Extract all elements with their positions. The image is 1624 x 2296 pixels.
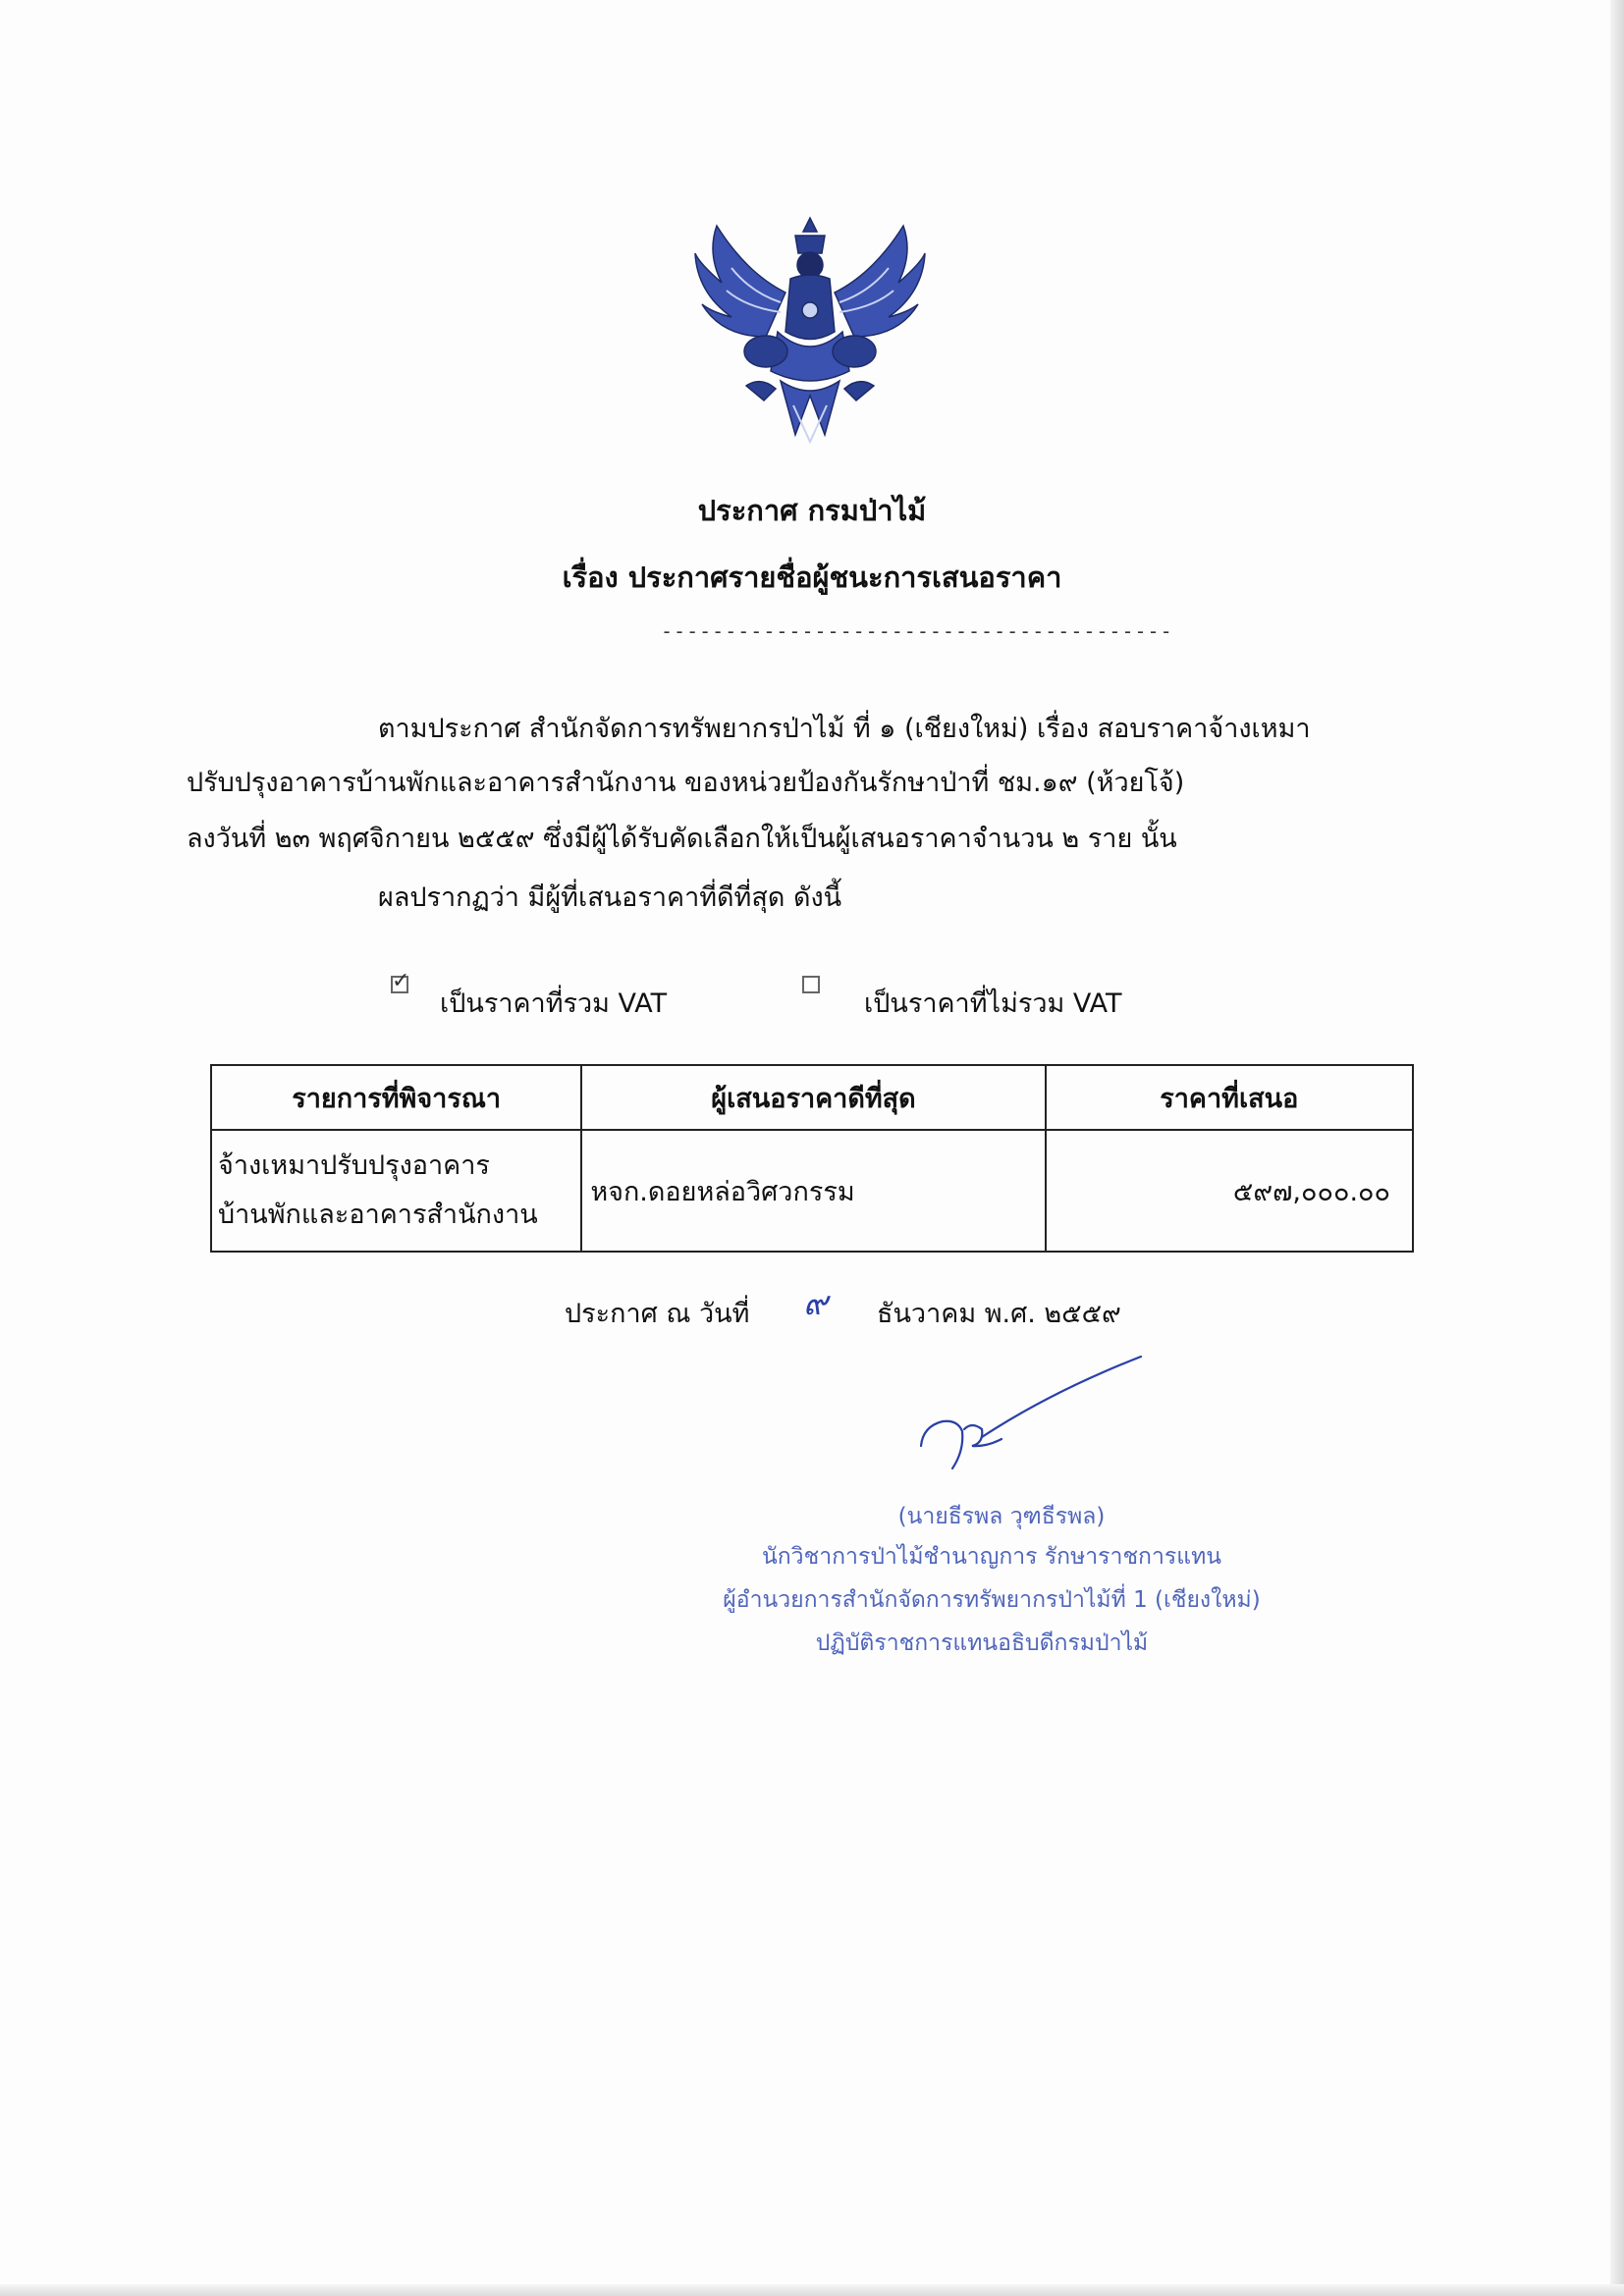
header-item: รายการที่พิจารณา (211, 1065, 581, 1130)
dateline-suffix: ธันวาคม พ.ศ. ๒๕๕๙ (877, 1299, 1121, 1329)
item-line-2: บ้านพักและอาคารสำนักงาน (218, 1200, 538, 1230)
item-line-1: จ้างเหมาปรับปรุงอาคาร (218, 1150, 490, 1181)
dateline-day-handwritten: ๙ (803, 1284, 828, 1323)
price-cell: ๕๙๗,๐๐๐.๐๐ (1046, 1130, 1413, 1252)
header-bidder: ผู้เสนอราคาดีที่สุด (581, 1065, 1045, 1130)
title-divider: ---------------------------------------- (661, 619, 1173, 643)
signer-position-1: นักวิชาการป่าไม้ชำนาญการ รักษาราชการแทน (762, 1544, 1221, 1570)
scan-bottom-shadow (0, 2284, 1624, 2296)
announcement-subject: เรื่อง ประกาศรายชื่อผู้ชนะการเสนอราคา (562, 561, 1062, 594)
scan-edge-shadow (1610, 0, 1624, 2296)
table-row (211, 1130, 1413, 1252)
include-vat-checkbox[interactable] (391, 969, 410, 993)
bidder-cell: หจก.ดอยหล่อวิศวกรรม (581, 1130, 1045, 1252)
item-cell (211, 1130, 581, 1252)
include-vat-label: เป็นราคาที่รวม VAT (440, 988, 668, 1019)
announcement-title: ประกาศ กรมป่าไม้ (697, 494, 927, 527)
body-line-4: ผลปรากฏว่า มีผู้ที่เสนอราคาที่ดีที่สุด ดังนี้ (378, 882, 842, 913)
table-header-row (211, 1065, 1413, 1130)
body-line-1: ตามประกาศ สำนักจัดการทรัพยากรป่าไม้ ที่ ๑ (เชียงใหม่) เรื่อง สอบราคาจ้างเหมา (378, 714, 1311, 744)
signature-icon (913, 1353, 1149, 1480)
exclude-vat-label: เป็นราคาที่ไม่รวม VAT (864, 988, 1122, 1019)
body-line-3: ลงวันที่ ๒๓ พฤศจิกายน ๒๕๕๙ ซึ่งมีผู้ได้รับคัดเลือกให้เป็นผู้เสนอราคาจำนวน ๒ ราย นั้น (187, 824, 1177, 854)
signer-position-3: ปฏิบัติราชการแทนอธิบดีกรมป่าไม้ (815, 1630, 1149, 1656)
signer-position-2: ผู้อำนวยการสำนักจัดการทรัพยากรป่าไม้ที่ 1 (เชียงใหม่) (723, 1587, 1261, 1613)
dateline-prefix: ประกาศ ณ วันที่ (565, 1299, 750, 1329)
bid-results-table (210, 1064, 1414, 1253)
header-price: ราคาที่เสนอ (1046, 1065, 1413, 1130)
check-icon: ✓ (392, 969, 410, 993)
signer-name: (นายธีรพล วุฑธีรพล) (897, 1504, 1106, 1529)
exclude-vat-checkbox[interactable] (802, 976, 820, 993)
garuda-emblem-icon (687, 214, 933, 450)
body-line-2: ปรับปรุงอาคารบ้านพักและอาคารสำนักงาน ของหน่วยป้องกันรักษาป่าที่ ชม.๑๙ (ห้วยโจ้) (187, 768, 1185, 798)
